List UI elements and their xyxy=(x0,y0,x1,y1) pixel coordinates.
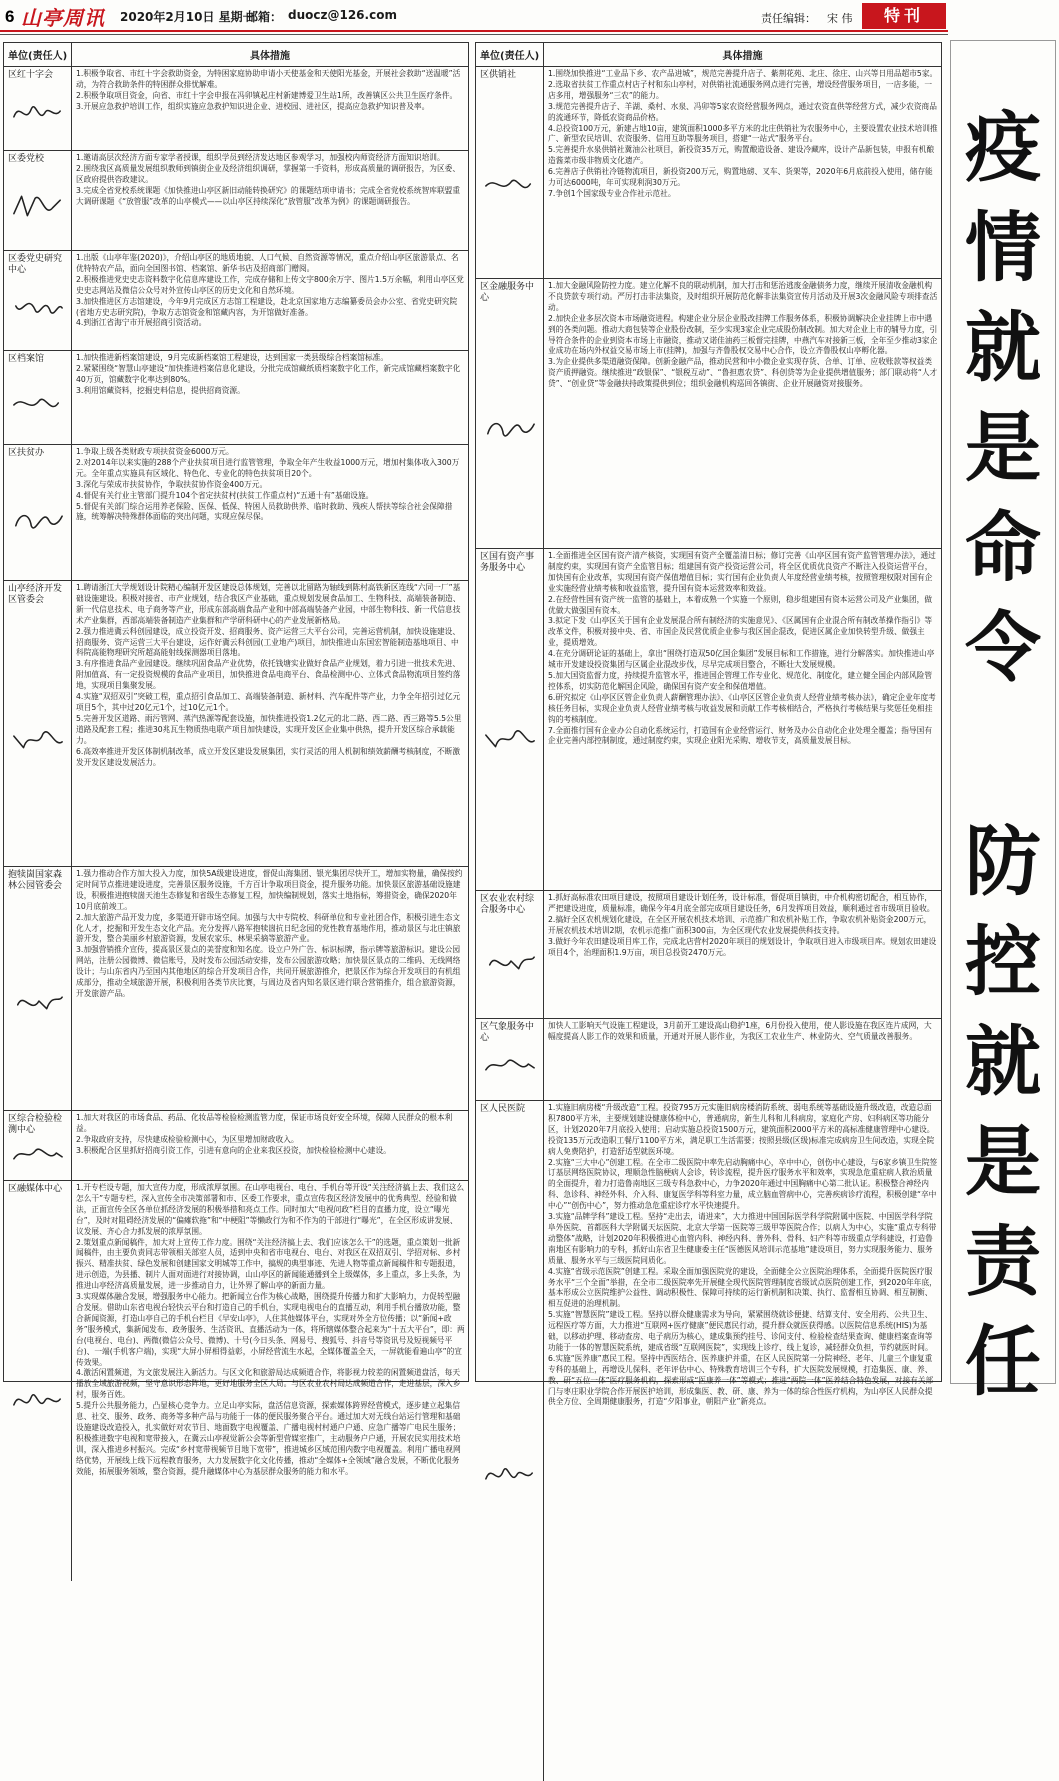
measures-cell xyxy=(72,1111,468,1180)
measure-item: 1.加大金融风险防控力度。建立化解不良的联动机制，加大打击和惩治逃废金融债务力度，继续开展清收金融机构不良贷款专项行动。严厉打击非法集资，及时组织开展防范化解非法集资宣传月活动及开展3次金融风险专项排查活动。 xyxy=(548,281,938,312)
measure-item: 4.督促有关行业主管部门提升104个省定扶贫村(扶贫工作重点村)“五通十有”基础设施。 xyxy=(76,490,374,500)
email-label: 邮箱： xyxy=(246,10,283,24)
measure-item: 1.出版《山亭年鉴(2020)》，介绍山亭区的地质地貌、人口气候、自然资源等情况，重点介绍山亭区旅游景点、名优特特农产品，面向全国图书馆、档案馆、新华书店及招商部门赠阅。 xyxy=(76,253,459,273)
table-row xyxy=(476,67,941,279)
measure-item: 3.规范完善提升店子、羊湖、桑村、水泉、冯卯等5家农资经营服务网点，通过农资直供等经营方式，减少农资商品的流通环节，降低农资商品价格。 xyxy=(548,101,937,122)
measures-cell xyxy=(72,151,468,250)
signature-stroke xyxy=(16,516,62,528)
handwritten-signature xyxy=(10,188,66,224)
table-row xyxy=(4,67,468,151)
unit-name: 区人民医院 xyxy=(480,1104,526,1114)
unit-name: 区综合检验检测中心 xyxy=(8,1114,63,1135)
measure-item: 2.对2014年以来实施的288个产业扶贫项目进行监管管理，争取全年产生收益1000万元，增加村集体收入300万元。全年重点实施具有区域化、特色化、专业化的特色扶贫项目20个。 xyxy=(76,457,460,478)
table-header xyxy=(476,43,941,67)
measure-item: 2.紧紧围绕“智慧山亭建设”加快推进档案信息化建设，分批完成馆藏纸质档案数字化工作，新完成馆藏档案数字化40万页，馆藏数字化率达到80%。 xyxy=(76,363,461,384)
measure-item: 1.围绕加快推进“工业品下乡、农产品进城”，规范完善提升店子、紫荆花苑、北庄、徐庄、山兴等日用品超市5家。 xyxy=(548,69,938,78)
measure-item: 4.实施“双招双引”突破工程，重点招引食品加工、高端装备制造、新材料、汽车配件等产业，力争全年招引过亿元项目5个，其中过20亿元1个，过10亿元1个。 xyxy=(76,692,461,712)
unit-cell xyxy=(476,67,544,278)
handwritten-signature xyxy=(10,983,66,1019)
measures-cell xyxy=(544,67,941,278)
measures-cell xyxy=(544,549,941,890)
signature-stroke xyxy=(486,1469,532,1479)
measure-item: 2.选取省扶贫工作重点村店子村和东山亭村，对供销社流通服务网点进行完善，增设经营服务项目，一店多能，一店多用，增强服务“三农”的能力。 xyxy=(548,79,933,100)
unit-cell xyxy=(4,251,72,350)
measure-item: 1.争取上级各类财政专项扶贫资金6000万元。 xyxy=(76,447,234,456)
unit-column-header: 单位(责任人) xyxy=(4,43,72,66)
table-row xyxy=(4,445,468,581)
unit-name: 区农业农村综合服务中心 xyxy=(480,894,535,915)
measure-item: 5.督促有关部门综合运用养老保险、医保、低保、特困人员救助供养、临时救助、残疾人帮扶等综合社会保障措施，统筹解决特殊群体面临的突出问题，实现应保尽保。 xyxy=(76,501,453,522)
unit-name: 山亭经济开发区管委会 xyxy=(8,584,63,605)
measures-column-header: 具体措施 xyxy=(722,51,763,62)
table-row xyxy=(476,279,941,549)
handwritten-signature xyxy=(482,410,538,446)
signature-stroke xyxy=(486,731,534,747)
unit-cell xyxy=(4,1111,72,1180)
measure-item: 7.全面推行国有企业办公自动化系统运行，打造国有企业经营运行、财务及办公自动化企业处理全覆盖；指导国有企业完善内部控制制度，通过制度约束，实现企业阳光采购、增收节支，高质量发展目标。 xyxy=(548,725,933,746)
handwritten-signature xyxy=(10,95,66,131)
measure-item: 1.抓好高标准农田项目建设，按照项目建设计划任务，设计标准，督促项目镇街，中介机构密切配合，相互协作，严把建设进度，质量标准，确保今年4月底全部完成项目建设任务，6月发挥项目效益，顺利通过省市级项目验收。 xyxy=(548,893,935,913)
measure-item: 3.实现媒体融合发展，增强服务中心能力。把新闻立台作为核心战略，围绕提升传播力和扩大影响力，力促转型融合发展。借助山东省电视台轻快云平台和打造自己的手机台，实现电视电台的直播互动，利用手机台播放功能，整合新闻资源，打造山亭自己的手机台栏目《早安山亭》，人住其他媒体平台，实现对外全方位传播；以“新闻+政务”服务模式，集新闻发布、政务服务、生活资讯、直播活动为一体，将所辖媒体整合起来为“十五大平台”，即：两台(电视台、电台)、两微(微信公众号、微博)、十号(今日头条、网易号、搜狐号、抖音号等资讯号及短视频号平台)、一端(手机客户端)，实现“大屏小屏相得益彰，小屏经营流生水起，全媒体覆盖全天，一屏就能看遍山亭”的宣传效果。 xyxy=(76,1292,465,1367)
signature-stroke xyxy=(14,399,58,406)
signature-stroke xyxy=(14,107,60,117)
unit-cell xyxy=(4,351,72,444)
page-number: 6 xyxy=(5,7,15,26)
editor-name: 宋 伟 xyxy=(827,12,853,25)
handwritten-signature xyxy=(10,1383,66,1419)
signature-stroke xyxy=(18,997,62,1009)
handwritten-signature xyxy=(10,385,66,421)
measures-table-left xyxy=(3,42,469,1476)
measures-cell xyxy=(72,67,468,150)
slogan-character: 令 xyxy=(965,603,1041,692)
measure-item: 2.积极推进党史史志资料数字化信息库建设工作，完成存储和上传文字800余万字、图片1.5万余幅，利用山亭区党史史志网站及微信公众号对外宣传山亭区的历史文化和自然环境。 xyxy=(76,274,464,295)
signature-stroke xyxy=(488,424,534,436)
section-badge: 特刊 xyxy=(862,3,946,29)
measure-item: 4.在充分调研论证的基础上，拿出“围绕打造双50亿国企集团”发展目标和工作措施，进行分解落实。加快推进山亭城市开发建设投资集团与区属企业混改步伐，尽早完成项目整合，不断壮大发展规模。 xyxy=(548,649,935,670)
email-address[interactable]: duocz@126.com xyxy=(288,8,397,22)
unit-cell xyxy=(4,581,72,866)
measure-item: 2.加快企业多层次资本市场融资进程。构建企业分层企业股改挂牌工作服务体系，积极协调解决企业挂牌上市中遇到的各类问题。推动大商包装等企业股份改制，至少实现3家企业完成股份制改制。加大对企业上市的辅导力度，引导符合条件的企业到资本市场上市融资，推动又诺佳油药三板督完挂牌，中燕汽车对接新三板，全年至少推动3家企业成功在场内外权益交易市场上市(挂牌)，加强与齐鲁股权交易中心合作，设立齐鲁股权山亭孵化器。 xyxy=(548,313,938,356)
measure-item: 1.积极争取省、市红十字会救助资金，为特困家庭协助申请小天使基金和天使阳光基金，开展社会救助“送温暖”活动，为符合救助条件的特困群众排忧解难。 xyxy=(76,69,461,89)
measures-column-header: 具体措施 xyxy=(250,51,290,62)
header-rule-black xyxy=(0,34,948,35)
signature-stroke xyxy=(14,732,62,748)
table-row xyxy=(4,151,468,251)
signature-stroke xyxy=(14,196,60,215)
measure-item: 3.有序推进食品产业园建设。继续巩固食品产业优势，依托钱塘实业做好食品产业规划，着力引进一批技术先进、附加值高、有一定投资规模的食品产业项目，加快推进食品电商平台、食品检测中心、立体式食品物流项目签约落地，实现项目集聚发展。 xyxy=(76,659,461,691)
slogan-character: 控 xyxy=(965,917,1041,1006)
measure-item: 7.争创1个国家级专业合作社示范社。 xyxy=(548,188,676,198)
newspaper-logo: 山亭周讯 xyxy=(21,6,105,30)
handwritten-signature xyxy=(482,166,538,202)
handwritten-signature xyxy=(10,502,66,538)
measures-cell xyxy=(544,1101,941,1781)
handwritten-signature xyxy=(10,720,66,756)
measures-cell xyxy=(72,251,468,350)
measure-item: 3.做好今年农田建设项目库工作，完成北店营村2020年项目的规划设计，争取项目进入市级项目库。规划农田建设项目4个，治理面积1.9万亩，项目总投资2470万元。 xyxy=(548,936,937,957)
table-row xyxy=(476,549,941,891)
measure-item: 1.全面推进全区国有资产清产核资，实现国有资产全覆盖清日标；修订完善《山亭区国有资产监管管理办法》，通过制度约束，实现国有资产全监管目标；组建国有资产投资运营公司，将全区优质优良资产不断注入投资运营平台，加快国有企业改革，实现国有资产保值增值目标；实行国有企业负责人年度经营业绩考核，按照管理权限对国有企业实施经营业绩考核和收益监管，提升国有资本运营效率和效益。 xyxy=(548,551,936,593)
handwritten-signature xyxy=(10,288,66,324)
measure-item: 2.加大旅游产品开发力度，多渠道开辟市场空间。加强与大中专院校、科研单位和专业社团合作，积极引进生态文化人才，挖掘和开发生态文化产品。充分发挥八路军抱犊崮抗日纪念园的党性教育基地作用，推动景区与北庄镇旅游开发，整合美丽乡村旅游资源，发展农家乐、林果采摘等旅游产业。 xyxy=(76,912,461,944)
unit-cell xyxy=(476,549,544,890)
unit-name: 区金融服务中心 xyxy=(480,282,535,303)
unit-name: 区委党校 xyxy=(8,154,45,164)
unit-name: 区档案馆 xyxy=(8,354,45,364)
measures-cell xyxy=(544,891,941,1018)
table-row xyxy=(4,867,468,1111)
measures-cell xyxy=(72,1181,468,1581)
unit-name: 区供销社 xyxy=(480,70,517,80)
measure-item: 4.激活闲置频道，为文旅发展注入新活力。与区文化和旅游局达成频道合作，将影视力较差的闲置频道盘活，每天播放全域旅游视频，坚守意识形态阵地，更好地服务全区大局。与区农业农村局达成频道合作，走进基层，深入乡村，服务百姓。 xyxy=(76,1368,461,1400)
table-row xyxy=(4,351,468,445)
signature-stroke xyxy=(486,1060,534,1070)
slogan-character: 就 xyxy=(965,303,1041,392)
measure-item: 3.加快推进区方志馆建设，今年9月完成区方志馆工程建设，赴北京国家地方志编纂委员会办公室、省党史研究院(省地方史志研究院)，争取方志馆资金和馆藏内容，为开馆做好准备。 xyxy=(76,296,458,317)
table-row xyxy=(4,581,468,867)
measure-item: 3.积极配合区里抓好招商引资工作，引进有意向的企业来我区投资，加快检验检测中心建设。 xyxy=(76,1145,391,1155)
unit-cell xyxy=(476,279,544,548)
issue-date: 2020年2月10日 星期一 xyxy=(120,10,255,24)
handwritten-signature xyxy=(482,943,538,979)
unit-cell xyxy=(476,891,544,1018)
slogan-character: 是 xyxy=(965,403,1041,492)
measures-cell xyxy=(72,867,468,1110)
handwritten-signature xyxy=(482,719,538,755)
measure-item: 1.邀请高层次经济方面专家学者授课，组织学员到经济发达地区参观学习，加强校内师资经济方面知识培训。 xyxy=(76,153,445,162)
slogan-character: 是 xyxy=(965,1117,1041,1206)
editor-label: 责任编辑： xyxy=(761,12,816,25)
handwritten-signature xyxy=(10,1135,66,1171)
signature-stroke xyxy=(16,304,62,314)
measure-item: 5.完善提升水泉供销社冀油公社项目，新投资35万元，购置酿造设备、建设冷藏库，设计产品新包装，申报有机酿造酱菜市级非物质文化遗产。 xyxy=(548,145,935,166)
unit-name: 区气象服务中心 xyxy=(480,1022,535,1043)
measure-item: 4.实施“省级示范医院”创建工程。采取全面加强医院党的建设，全面健全公立医院治理体系，全面提升医院医疗服务水平“三个全面”举措，在全市二级医院率先开展健全现代医院管理制度省级试点医院创建工作，到2020年年底，基本形成公立医院维护公益性、调动积极性、保障可持续的运行新机制和决策、执行、监督相互协调、相互制衡、相互促进的治理机制。 xyxy=(548,1266,937,1309)
unit-cell xyxy=(4,867,72,1110)
measure-item: 2.在经营性国有资产统一监管的基础上，本着成熟一个实施一个原则，稳步组建国有资本运营公司及产业集团，做优做大做强国有资本。 xyxy=(548,594,933,615)
table-row xyxy=(476,1101,941,1781)
measure-item: 2.策划重点新闻稿件，加大对上宣传工作力度。围绕“关注经济搞上去、我们应该怎么干”的选题，重点策划一批新闻稿件，由主要负责同志带领相关部室人员，适到中央和省市电视台、电台、对我区在双招双引、学招对标、乡村振兴、精准扶贫、绿色发展和创建国家文明城等工作中，搞规的典型事迹、先进人物等重点新闻稿件和专题报道，进示创造，为县播、制片人面对面进行对接协调，山山亭区的新闻能通播到全上级媒体，多上重点，多上头条，为推进山亭经济高质量发展，进一步推动自力，让外界了解山亭的新面力量。 xyxy=(76,1237,461,1291)
unit-name: 区委党史研究中心 xyxy=(8,254,63,275)
measure-item: 2.积极争取项目资金，向省、市红十字会申报在冯卯镇起庄村新建博爱卫生站1所，改善镇区公共卫生医疗条件。 xyxy=(76,90,458,100)
measure-item: 5.加大国资监督力度，持续提升监管水平，推进国企管理工作专业化、规范化、制度化，建立健全国企内部风险管控体系，切实防范化解国企风险，确保国有资产安全和保值增值。 xyxy=(548,670,933,691)
slogan-character: 疫 xyxy=(965,103,1041,192)
measure-item: 6.高效率推进开发区体制机制改革，成立开发区建设发展集团，实行灵活的用人机制和绩效薪酬考核制度，不断激发开发区建设发展活力。 xyxy=(76,746,461,767)
handwritten-signature xyxy=(482,1046,538,1082)
signature-stroke xyxy=(486,180,530,187)
measure-item: 5.实施“智慧医院”建设工程。坚持以群众健康需求为导向，紧紧围绕就诊便捷、结算支付、安全用药、公共卫生、远程医疗等方面，大力推进“互联网+医疗健康”便民惠民行动，提升群众就医获得感。以医院信息系统(HIS)为基础，以移动护理、移动查房、电子病历为核心，建成集预约挂号、诊间支付、检验检查结果查询、健康档案查询等功能于一体的智慧医院系统，建成省级“互联网医院”，实现线上诊疗、线上复诊，减轻群众负担，节约就医时间。 xyxy=(548,1310,933,1352)
unit-cell xyxy=(4,1181,72,1581)
measure-item: 2.实施“三大中心”创建工程。在全市二级医院中率先启动胸痛中心，卒中中心，创伤中心建设，与6家乡镇卫生院签订基层网络医院协议，理顺急性脑梗病人会诊，转诊流程，提升医疗服务水平和效率，实现急危重症病人救治质量的全面提升，着力打造鲁南地区三级专科急救中心，力争2020年通过中国胸痛中心第二批认证。积极整合神经内科、急诊科、神经外科、介入科、康复医学科等科室力量，成立脑血管病中心，完善疾病诊疗流程，积极创建“卒中中心”“创伤中心”，努力推动急危重症诊疗水平快速提升。 xyxy=(548,1157,938,1211)
header-rule-red xyxy=(0,30,948,32)
measure-item: 1.聘请浙江大学规划设计院精心编制开发区建设总体规划，完善以北留路为轴线到陈村高铁新区连线“六同一厂”基础设施建设。积极对接省、市产业规划，结合我区产业基础，重点规划发展食品加工、生物科技、高端装备制造、新一代信息技术、电子商务等产业，形成东部高端食品产业和中部高端装备产业园，中部生物科技、新一代信息技术产业集群，西部高端装备制造产业集群和产学研科研中心的产业发展新格局。 xyxy=(76,583,461,625)
slogan-character: 防 xyxy=(965,817,1041,906)
measure-item: 3.利用馆藏资料，挖掘史料信息，提供招商资源。 xyxy=(76,385,245,395)
measure-item: 3.为企业提供多渠道融资保障。创新金融产品，推动民营和中小微企业实现存货、合单、订单、应收账款等权益类资产质押融资。继续推进“政银保”、“银税互动”、“鲁担惠农贷”、科创贷等为企业提供增值服务；部门联动将“人才贷”、“创业贷”等金融扶持政策提供到位；组织金融机构巡回各镇街、企业开展融资对接服务。 xyxy=(548,357,938,389)
measure-item: 5.提升公共服务能力，凸显核心竞争力。立足山亭实际，盘活信息资源，探索媒体跨界经营模式，逐步建立起集信息、社交、服务、政务、商务等多种产品与功能于一体的便民服务聚合平台。通过加大对无线台站运行管理和基础设施建设改造投入，扎实做好对农节目、地面数字电视覆盖、广播电视村村通户户通、应急广播等广电民生服务；积极推进数字电视和宽带接入，在冀云山亭视觉新公会等新型营媒室推广，主动服务户户通，开展农民实用技术培训，深入推进乡村振兴。完成“乡村宽带视频节目地下宽带”，推进城乡区域范围内数字电视覆盖。利用广播电视网络优势，开展线上线下远程教育服务，大力发展数字化文化传播，推动“全媒体+全领域”融合发展，不断优化服务效能，拓展服务领域，整合资源，提升融媒体中心为基层群众服务的能力和水平。 xyxy=(76,1401,461,1476)
unit-cell xyxy=(4,67,72,150)
measure-item: 1.加快推进新档案馆建设，9月完成新档案馆工程建设，达到国家一类县级综合档案馆标准。 xyxy=(76,353,389,362)
unit-cell xyxy=(4,445,72,580)
table-row xyxy=(476,1019,941,1101)
measure-item: 1.加大对我区的市场食品、药品、化妆品等检验检测监管力度，保证市场良好安全环境，保障人民群众的根本利益。 xyxy=(76,1113,453,1133)
measure-item: 3.深化与荣成市扶贫协作，争取扶贫协作资金400万元。 xyxy=(76,479,268,489)
measures-cell xyxy=(544,279,941,548)
slogan-character: 情 xyxy=(965,203,1041,292)
measure-item: 3.拟定下发《山亭区关于国有企业发展混合所有制经济的实施意见》、《区属国有企业混合所有制改革操作指引》等改革文件，积极对接中央、省、市国企及民营优质企业参与我区国企混改，促进区属企业加快转型升级、做强主业，提质增效。 xyxy=(548,616,933,648)
measure-item: 2.强力推进冀云科创园建设，成立投资开发、招商服务、资产运营三大平台公司，完善运营机制，加快设施建设、招商服务、资产运营三大平台建设，运作好冀云科创园(工业地产)项目，加快推进山东国宏智能制造基地项目、中科院高能物理研究所超高能射线探测器项目落地。 xyxy=(76,626,461,658)
table-row xyxy=(476,891,941,1019)
unit-cell xyxy=(476,1101,544,1781)
table-row xyxy=(4,1111,468,1181)
table-body xyxy=(476,67,941,1781)
page-header xyxy=(0,0,1059,36)
slogan-character: 就 xyxy=(965,1017,1041,1106)
measure-item: 6.完善店子供销社冷链物流项目，新投资200万元，购置地磅、叉车、货架等，2020年6月底前投入使用，储存能力可达6000吨，年可实现利润30万元。 xyxy=(548,167,933,188)
measure-item: 加快人工影响天气设施工程建设，3月前开工建设高山稳护1座，6月份投入使用，使人影设施在我区连片成网，大幅度提高人影工作的效果和质量，开通对开展人影作业，为我区工农业生产、林业防火、空气质量改善服务。 xyxy=(548,1021,932,1041)
slogan-banner xyxy=(950,40,1056,1406)
measure-item: 3.完成全省党校系统课题《加快推进山亭区新旧动能转换研究》的课题结项申请书；完成全省党校系统智库联盟重大调研课题《“放管服”改革的山亭模式——以山亭区持续深化“放管服”改革为例》的课题调研报告。 xyxy=(76,185,461,206)
measure-item: 3.实施“品牌学科”建设工程。坚持“走出去，请进来”，大力推进中国国际医学科学院附属中医院、中国医学科学院阜外医院、首都医科大学附属天坛医院、北京大学第一医院等三级甲等医院合作；以病人为中心，实施“重点专科带动整体”战略，计划2020年积极推进心血管内科、神经内科、普外科、骨科、妇产科等市级重点学科建设，打造鲁南地区有影响力的专科，抓好山东省卫生健康委主任“医德医风培训示范基地”建设项目，努力实现服务能力、服务质量、服务水平与三级医院同质化。 xyxy=(548,1212,937,1265)
table-row xyxy=(4,1181,468,1581)
measures-table-right xyxy=(475,42,942,1407)
table-body xyxy=(4,67,468,1581)
unit-name: 区扶贫办 xyxy=(8,448,45,458)
measure-item: 6.研究拟定《山亭区区管企业负责人薪酬管理办法》、《山亭区区管企业负责人经营业绩考核办法》，确定企业年度考核任务目标，实现企业负责人经营业绩考核与收益发展和贡献工作考核相结合，严格执行考核结果与奖惩任免相挂钩的考核制度。 xyxy=(548,692,936,724)
measures-cell xyxy=(72,445,468,580)
table-row xyxy=(4,251,468,351)
measure-item: 6.实施“医养康”惠民工程。坚持中西医结合、医养康护并重，在区人民医院第一分院神经、老年、儿童三个康复重专科的基础上，再增设儿保科、老年评估中心、特殊教育培训三个专科，扩大医院发展规模，打造集医、康、养、教、研“五位一体”医疗服务机构，探索形成“医康养一体”等模式；推进“两院一体”医养结合特色发展，对接有关部门与枣庄职业学院合作开展医护培训，形成集医、教、研、康、养为一体的综合性医疗机构，为山亭区人民群众提供全方位、全周期健康服务，打造“夕阳事业，朝阳产业”新亮点。 xyxy=(548,1353,934,1407)
measure-item: 3.加强营销推介宣传，提高景区景点的美誉度和知名度。设立户外广告、标识标牌，指示牌等旅游标识。建设公园网站，注册公园微博、微信账号，及时发布公园活动安排，发布公园旅游攻略；加快景区景点的二维码、无线网络设计；与山东省内乃至国内其他地区的综合开发项目合作，共同开展旅游推介，把景区作为综合开发项目的有机组成部分，推动全域旅游开展，积极利用各类节庆比赛，与周边及省内知名景区进行联合营销推介，组合旅游资源，开发旅游产品。 xyxy=(76,945,461,998)
unit-cell xyxy=(476,1019,544,1100)
measure-item: 2.争取政府支持，尽快建成检验检测中心，为区里增加财政收入。 xyxy=(76,1134,299,1144)
unit-name: 区国有资产事务服务中心 xyxy=(480,552,535,573)
measure-item: 4.总投资100万元，新建占地10亩，建筑面积1000多平方米的北庄供销社为农服务中心，主要设置农业技术培训推广、新型农民培训、农资服务、信用互助等服务项目，搭建“一站式”服务平台。 xyxy=(548,123,938,144)
measure-item: 3.开展应急救护培训工作，组织实施应急救护知识进企业、进校园、进社区，提高应急救护知识普及率。 xyxy=(76,101,430,111)
measure-item: 2.围绕我区高质量发展组织教师到镇街企业及经济组织调研，掌握第一手资料，形成高质量的调研报告，为区委、区政府提供咨政建议。 xyxy=(76,163,461,184)
measure-item: 1.实施旧病房楼“升级改造”工程。投资795万元实施旧病房楼消防系统、弱电系统等基础设施升级改造，改造总面积7800平方米，主要规划建设健康体检中心，普通病房，新生儿科和儿科病房，家庭化产房、妇科病区等功能分区，计划2020年7月底投入使用；启动实施总投资1500万元，建筑面积2000平方米的高标准健康管理中心建设。投资135万元改造职工餐厅1100平方米，满足职工生活需要；按照县级(区级)标准完成病房卫生间改造，实现全院病人免费陪护，打造舒适型就医环境。 xyxy=(548,1103,935,1156)
slogan-character: 任 xyxy=(965,1317,1041,1406)
measures-cell xyxy=(72,581,468,866)
signature-stroke xyxy=(14,1395,60,1405)
slogan-character: 命 xyxy=(965,503,1041,592)
unit-name: 区红十字会 xyxy=(8,70,54,80)
table-header xyxy=(4,43,468,67)
signature-stroke xyxy=(490,957,534,969)
unit-name: 抱犊崮国家森林公园管委会 xyxy=(8,870,63,891)
measure-item: 1.开专栏设专题，加大宣传力度，形成浓厚氛围。在山亭电视台、电台、手机台等开设“关注经济搞上去、我们这么怎么干”专题专栏，深入宣传全市决策部署和市、区委工作要求，重点宣传我区经济发展中的优秀典型、经验和做法，正面宣传全区各单位抓经济发展的积极举措和亮点工作。同时加大“电视问政”栏目的直播力度，设立“曝光台”，及时对阻碍经济发展的“偏瘫软拖”和“中梗阻”等懒政行为和不作为的干部进行“曝光”，在全区形成讲发展、议发展、齐心合力抓发展的浓厚氛围。 xyxy=(76,1183,465,1236)
unit-name: 区融媒体中心 xyxy=(8,1184,63,1194)
measure-item: 4.到浙江省海宁市开展招商引资活动。 xyxy=(76,318,207,328)
measures-cell xyxy=(544,1019,941,1100)
handwritten-signature xyxy=(482,1457,538,1493)
signature-stroke xyxy=(14,1149,62,1159)
unit-column-header: 单位(责任人) xyxy=(476,43,544,66)
measure-item: 2.搞好全区农机规划化建设，在全区开展农机技术培训、示范推广和农机补贴工作，争取农机补贴资金200万元，开展农机技术培训2期，农机示范推广面积300亩，为全区现代农业发展提供科技支持。 xyxy=(548,914,932,935)
unit-cell xyxy=(4,151,72,250)
measure-item: 1.强力推动合作方加大投入力度，加快5A级建设进度，督促山海集团、银光集团尽快开工，增加实物量，确保按约定时间节点推进建设进度，完善景区服务设施，千方百计争取项目资金，提升服务功能。加快景区旅游基础设施建设，积极推进抱犊崮天池生态修复和省级生态修复工程，加快编制规划，落实土地指标，筹措资金，确保2020年10月底前竣工。 xyxy=(76,869,463,911)
slogan-character: 责 xyxy=(965,1217,1041,1306)
measures-cell xyxy=(72,351,468,444)
measure-item: 5.完善开发区道路、雨污管网、蒸汽热源等配套设施，加快推进投资1.2亿元的北二路、西二路、西三路等5.5公里道路及配套工程；推进30兆瓦生物质热电联产项目加快建设，实现开发区企业集中供热，提升开发区综合承载能力。 xyxy=(76,713,462,745)
